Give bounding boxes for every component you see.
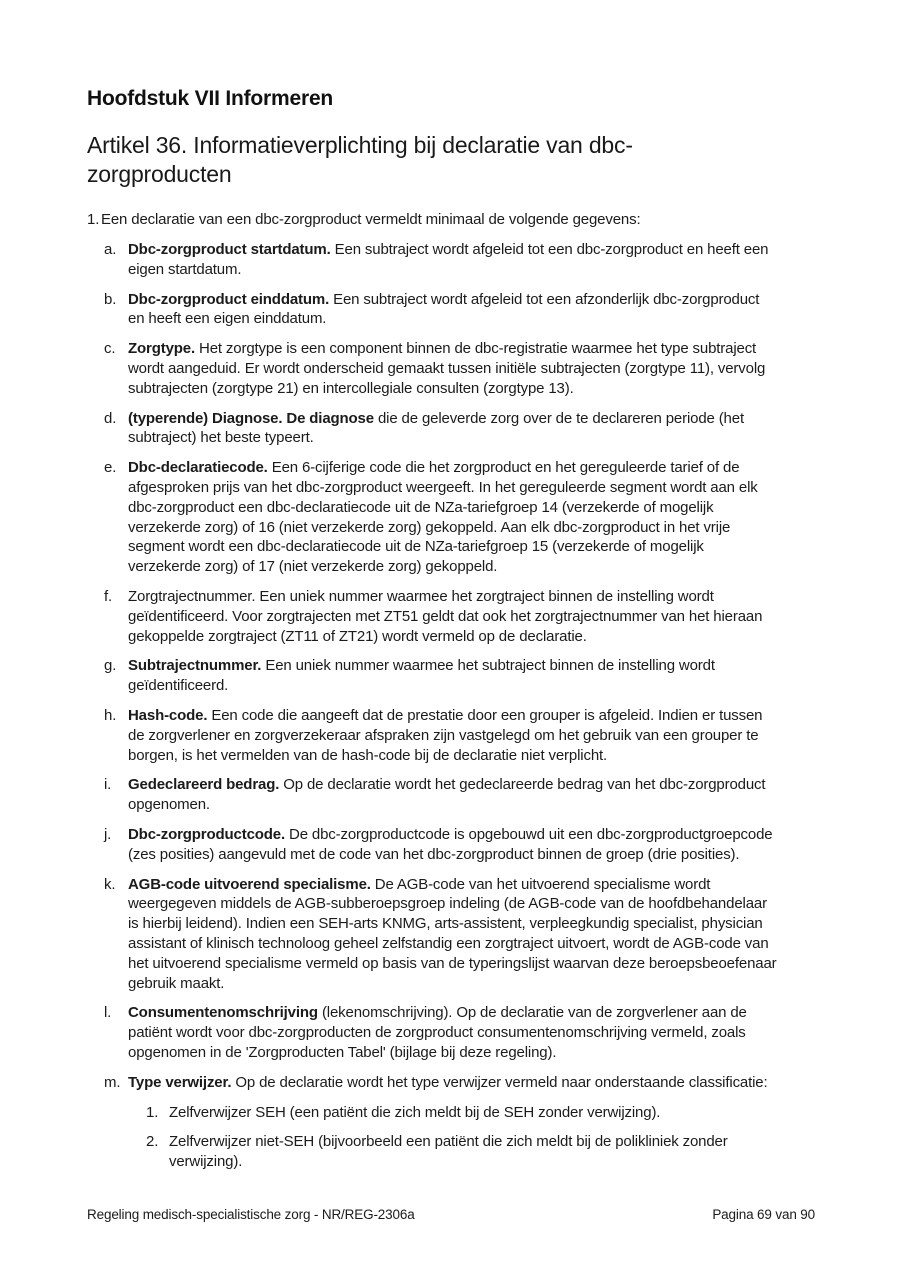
item-text bbox=[128, 775, 777, 815]
item-text bbox=[128, 1003, 777, 1062]
item-rest: De AGB-code van het uitvoerend specialisme wordt weergegeven middels de AGB-subberoepsgroep indeling (de AGB-code van de hoofdbehandelaar is hierbij leidend). Indien een SEH-arts KNMG, arts-assistent, verpleegkundig specialist, physician assistant of klinisch technoloog geheel zelfstandig een zorgtraject uitvoert, wordt de AGB-code van het uitvoerend specialisme vermeld op basis van de typeringslijst waarvan deze beroepsbeoefenaar gebruik maakt. bbox=[128, 875, 777, 992]
item-text bbox=[128, 339, 777, 398]
item-text bbox=[128, 240, 777, 280]
item-rest: De dbc-zorgproductcode is opgebouwd uit een dbc-zorgproductgroepcode (zes posities) aangevuld met de code van het dbc-zorgproduct binnen de groep (drie posities). bbox=[128, 825, 773, 863]
sublist-item-2 bbox=[146, 1132, 777, 1172]
item-lead: Subtrajectnummer. bbox=[128, 657, 262, 675]
item-text bbox=[128, 706, 777, 765]
subitem-number: 1. bbox=[146, 1103, 159, 1121]
item-lead: Dbc-zorgproduct einddatum. bbox=[128, 290, 330, 308]
item-rest: Op de declaratie wordt het gedeclareerde bedrag van het dbc-zorgproduct opgenomen. bbox=[128, 776, 766, 814]
list-item-k bbox=[104, 875, 777, 994]
item-rest: Op de declaratie wordt het type verwijzer vermeld naar onderstaande classificatie: bbox=[231, 1073, 768, 1091]
item-rest: Zorgtrajectnummer. Een uniek nummer waarmee het zorgtraject binnen de instelling wordt geïdentificeerd. Voor zorgtrajecten met ZT51 geldt dat ook het zorgtrajectnummer van het hieraan gekoppelde zorgtraject (ZT11 of ZT21) wordt vermeld op de declaratie. bbox=[128, 587, 763, 645]
list-item-h bbox=[104, 706, 777, 765]
item-lead: Consumentenomschrijving bbox=[128, 1004, 318, 1022]
item-letter: m. bbox=[104, 1073, 121, 1091]
item-rest: (lekenomschrijving). Op de declaratie van de zorgverlener aan de patiënt wordt voor dbc-zorgproducten de zorgproduct consumentenomschrijving vermeld, zoals opgenomen in de 'Zorgproducten Tabel' (bijlage bij deze regeling). bbox=[128, 1004, 747, 1061]
item-letter: d. bbox=[104, 409, 117, 427]
item-lead: Hash-code. bbox=[128, 706, 208, 724]
article-title: Artikel 36. Informatieverplichting bij declaratie van dbc-zorgproducten bbox=[87, 132, 633, 187]
item-rest: Een subtraject wordt afgeleid tot een dbc-zorgproduct en heeft een eigen startdatum. bbox=[128, 241, 769, 278]
subitem-text: Zelfverwijzer SEH (een patiënt die zich meldt bij de SEH zonder verwijzing). bbox=[169, 1103, 661, 1121]
page-footer bbox=[87, 1207, 815, 1222]
item-rest: Een uniek nummer waarmee het subtraject binnen de instelling wordt geïdentificeerd. bbox=[128, 657, 715, 695]
item-text bbox=[128, 825, 777, 865]
item-text bbox=[128, 458, 777, 577]
item-letter: j. bbox=[104, 825, 112, 843]
item-text bbox=[128, 587, 777, 646]
list-item-c bbox=[104, 339, 777, 398]
item-text bbox=[128, 1073, 777, 1172]
item-lead: Dbc-declaratiecode. bbox=[128, 459, 268, 477]
item-lead: Dbc-zorgproduct startdatum. bbox=[128, 241, 331, 259]
item-letter: b. bbox=[104, 290, 117, 308]
subitem-text: Zelfverwijzer niet-SEH (bijvoorbeeld een patiënt die zich meldt bij de polikliniek zonder verwijzing). bbox=[169, 1133, 728, 1171]
item-rest: Een code die aangeeft dat de prestatie door een grouper is afgeleid. Indien er tussen de zorgverlener en zorgverzekeraar afspraken zijn vastgelegd om het gebruik van een grouper te borgen, is het vermelden van de hash-code bij de declaratie niet verplicht. bbox=[128, 706, 763, 764]
item-lead: AGB-code uitvoerend specialisme. bbox=[128, 875, 371, 893]
item-letter: c. bbox=[104, 340, 116, 358]
intro-number: 1. bbox=[87, 211, 100, 229]
item-rest: Een 6-cijferige code die het zorgproduct en het gereguleerde tarief of de afgesproken prijs van het dbc-zorgproduct weergeeft. In het gereguleerde segment wordt aan elk dbc-zorgproduct een dbc-declaratiecode uit de NZa-tariefgroep 14 (verzekerde of mogelijk verzekerde zorg) of 16 (niet verzekerde zorg) gekoppeld. Aan elk dbc-zorgproduct in het vrije segment wordt een dbc-declaratiecode uit de NZa-tariefgroep 15 (verzekerde of mogelijk verzekerde zorg) of 17 (niet verzekerde zorg) gekoppeld. bbox=[128, 459, 758, 576]
lettered-list bbox=[104, 240, 777, 1172]
document-reference: Regeling medisch-specialistische zorg - NR/REG-2306a bbox=[87, 1207, 415, 1222]
item-rest: Een subtraject wordt afgeleid tot een afzonderlijk dbc-zorgproduct en heeft een eigen einddatum. bbox=[128, 290, 760, 328]
list-item-l bbox=[104, 1003, 777, 1062]
item-letter: e. bbox=[104, 459, 117, 477]
document-content bbox=[87, 86, 777, 1172]
list-item-j bbox=[104, 825, 777, 865]
list-item-m bbox=[104, 1073, 777, 1172]
intro-clause bbox=[87, 210, 777, 230]
list-item-i bbox=[104, 775, 777, 815]
item-letter: g. bbox=[104, 657, 117, 675]
list-item-d bbox=[104, 409, 777, 449]
item-rest: die de geleverde zorg over de te declareren periode (het subtraject) het beste typeert. bbox=[128, 409, 744, 447]
numbered-sublist bbox=[146, 1103, 777, 1172]
item-letter: h. bbox=[104, 706, 117, 724]
item-lead: (typerende) Diagnose. De diagnose bbox=[128, 409, 374, 427]
item-lead: Dbc-zorgproductcode. bbox=[128, 825, 285, 843]
subitem-number: 2. bbox=[146, 1133, 159, 1151]
list-item-a bbox=[104, 240, 777, 280]
page-number: Pagina 69 van 90 bbox=[712, 1207, 815, 1222]
item-letter: k. bbox=[104, 875, 116, 893]
item-text bbox=[128, 409, 777, 449]
intro-text: Een declaratie van een dbc-zorgproduct vermeldt minimaal de volgende gegevens: bbox=[101, 211, 641, 229]
sublist-item-1 bbox=[146, 1103, 777, 1123]
item-text bbox=[128, 875, 777, 994]
item-lead: Zorgtype. bbox=[128, 340, 195, 358]
item-letter: l. bbox=[104, 1004, 112, 1022]
item-letter: a. bbox=[104, 241, 117, 259]
item-lead: Gedeclareerd bedrag. bbox=[128, 776, 280, 794]
list-item-b bbox=[104, 290, 777, 330]
item-letter: f. bbox=[104, 587, 113, 605]
item-letter: i. bbox=[104, 776, 112, 794]
item-text bbox=[128, 290, 777, 330]
chapter-title: Hoofdstuk VII Informeren bbox=[87, 87, 334, 110]
list-item-e bbox=[104, 458, 777, 577]
list-item-g bbox=[104, 656, 777, 696]
item-lead: Type verwijzer. bbox=[128, 1073, 232, 1091]
list-item-f bbox=[104, 587, 777, 646]
item-rest: Het zorgtype is een component binnen de dbc-registratie waarmee het type subtraject wordt aangeduid. Er wordt onderscheid gemaakt tussen initiële subtrajecten (zorgtype 11), vervolg subtrajecten (zorgtype 21) en intercollegiale consulten (zorgtype 13). bbox=[128, 340, 766, 397]
item-text bbox=[128, 656, 777, 696]
